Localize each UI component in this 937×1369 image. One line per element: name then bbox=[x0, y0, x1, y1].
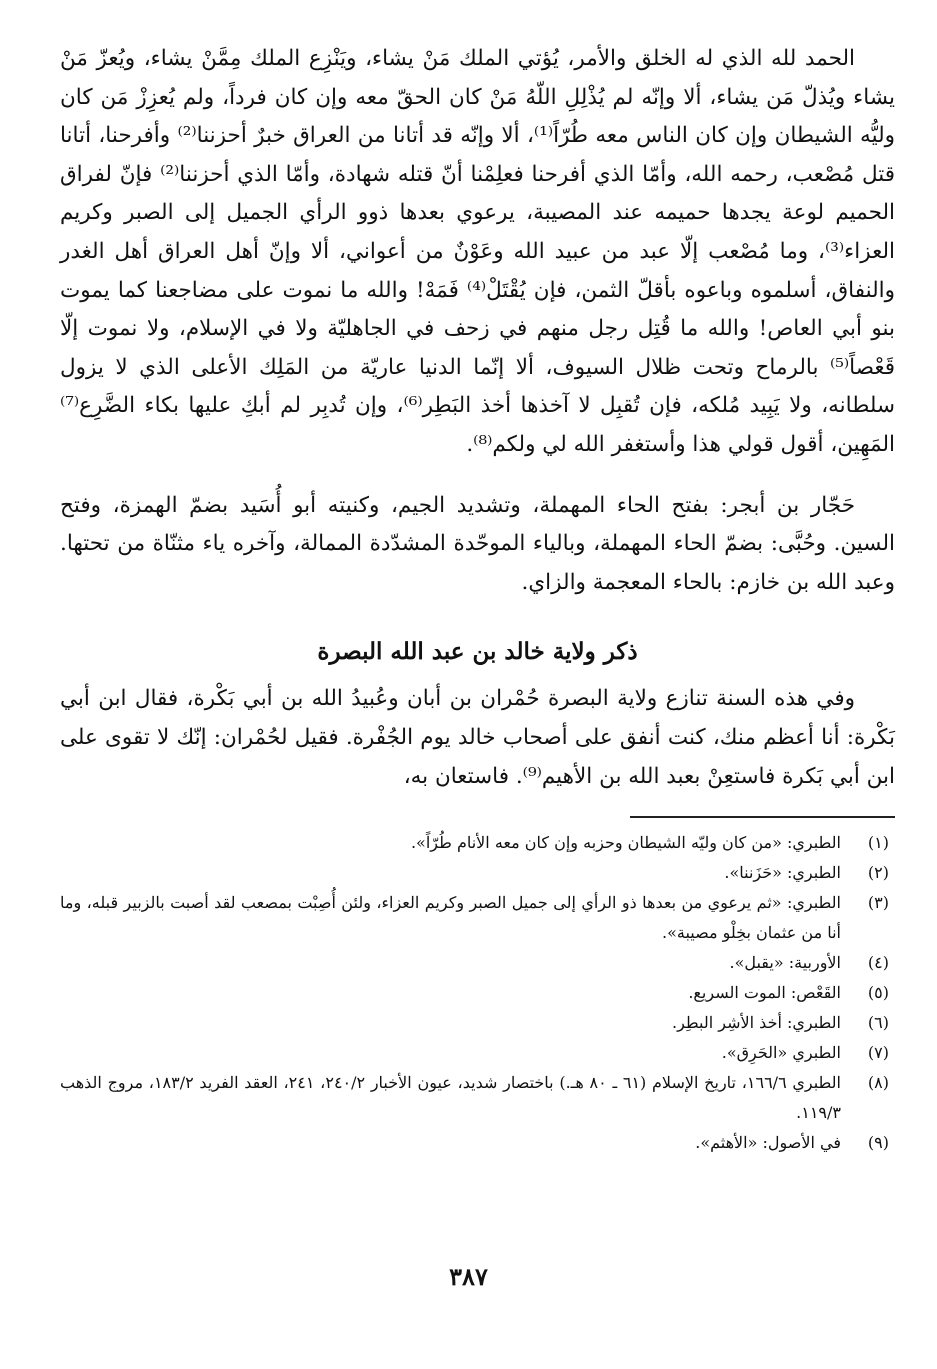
footnote-text: الأوربية: «يقبل». bbox=[729, 953, 841, 973]
footnote-number: (١) bbox=[867, 833, 889, 853]
footnote-text: الطبري: أخذ الأشِر البطِر. bbox=[672, 1013, 841, 1033]
page-number: ٣٨٧ bbox=[449, 1262, 488, 1291]
footnote-text: الطبري: «حَزَننا». bbox=[724, 863, 841, 883]
main-text bbox=[60, 40, 895, 602]
footnotes bbox=[60, 828, 895, 1158]
footnote-number: (٧) bbox=[867, 1043, 889, 1063]
section-paragraph: وفي هذه السنة تنازع ولاية البصرة حُمْران بن أبان وعُبيدُ الله بن أبي بَكْرة، فقال ابن أبي بَكْرة: أنا أعظم منك، كنت أنفق على أصحاب خالد يوم الجُفْرة. فقيل لحُمْران: إنّك لا تقوى على ابن أبي بَكرة فاستعِنْ بعبد الله بن الأهيم⁽⁹⁾. فاستعان به، bbox=[60, 686, 895, 789]
footnote-7 bbox=[60, 1038, 895, 1068]
footnote-divider bbox=[630, 816, 895, 818]
footnote-2 bbox=[60, 858, 895, 888]
footnote-number: (٤) bbox=[867, 953, 889, 973]
footnote-number: (٩) bbox=[867, 1133, 889, 1153]
footnote-1 bbox=[60, 828, 895, 858]
footnote-number: (٦) bbox=[867, 1013, 889, 1033]
book-page bbox=[60, 40, 895, 1158]
footnote-number: (٨) bbox=[867, 1073, 889, 1093]
footnote-number: (٢) bbox=[867, 863, 889, 883]
footnote-6 bbox=[60, 1008, 895, 1038]
footnote-text: الطبري «الحَرِق». bbox=[721, 1043, 841, 1063]
speech-paragraph: الحمد لله الذي له الخلق والأمر، يُؤتي الملك مَنْ يشاء، ويَنْزِع الملك مِمَّنْ يشاء، ويُعزّ مَنْ يشاء ويُذلّ مَن يشاء، ألا وإنّه لم يُذْلِلِ اللّهُ مَنْ كان الحقّ معه وإن كان فرداً، ولم يُعزِزْ مَن كان وليُّه الشيطان وإن كان الناس معه طُرّاً⁽¹⁾، ألا وإنّه قد أتانا من العراق خبرٌ أحزننا⁽²⁾ وأفرحنا، أتانا قتل مُصْعب، رحمه الله، وأمّا الذي أفرحنا فعلِمْنا أنّ قتله شهادة، وأمّا الذي أحزننا⁽²⁾ فإنّ لفراق الحميم لوعة يجدها حميمه عند المصيبة، يرعوي بعدها ذوو الرأي الجميل إلى الصبر وكريم العزاء⁽³⁾، وما مُصْعب إلّا عبد من عبيد الله وعَوْنٌ من أعواني، ألا وإنّ أهل العراق أهل الغدر والنفاق، أسلموه وباعوه بأقلّ الثمن، فإن يُقْتَلْ⁽⁴⁾ فَمَهْ! والله ما نموت على مضاجعنا كما يموت بنو أبي العاص! والله ما قُتِل رجل منهم في زحف في الجاهليّة ولا في الإسلام، ولا نموت إلّا قَعْصاً⁽⁵⁾ بالرماح وتحت ظلال السيوف، ألا إنّما الدنيا عاريّة من المَلِك الأعلى الذي لا يزول سلطانه، ولا يَبِيد مُلكه، فإن تُقبِل لا آخذها أخذ البَطِر⁽⁶⁾، وإن تُدبِر لم أبكِ عليها بكاء الضَّرِع⁽⁷⁾ المَهِين، أقول قولي هذا وأستغفر الله لي ولكم⁽⁸⁾. bbox=[60, 46, 896, 457]
footnote-text: الطبري: «من كان وليّه الشيطان وحزبه وإن كان معه الأنام طُرّاً». bbox=[410, 833, 841, 853]
footnote-number: (٥) bbox=[867, 983, 889, 1003]
footnote-9 bbox=[60, 1128, 895, 1158]
footnote-3 bbox=[60, 888, 895, 948]
footnote-text: الطبري: «ثم يرعوي من بعدها ذو الرأي إلى جميل الصبر وكريم العزاء، ولئن أُصِبْت بمصعب لقد أصبت بالزبير قبله، وما أنا من عثمان بخِلْو مصيبة». bbox=[60, 893, 842, 943]
footnote-text: في الأصول: «الأهثم». bbox=[695, 1133, 841, 1153]
section-title: ذكر ولاية خالد بن عبد الله البصرة bbox=[317, 638, 638, 666]
footnote-4 bbox=[60, 948, 895, 978]
footnote-number: (٣) bbox=[867, 893, 889, 913]
names-note-paragraph: حَجّار بن أبجر: بفتح الحاء المهملة، وتشديد الجيم، وكنيته أبو أُسَيد بضمّ الهمزة، وفتح السين. وحُبَّى: بضمّ الحاء المهملة، وبالياء الموحّدة المشدّدة الممالة، وآخره ياء مثنّاة من تحتها. وعبد الله بن خازم: بالحاء المعجمة والزاي. bbox=[60, 492, 895, 595]
section-khalid-governorship bbox=[60, 632, 895, 796]
footnote-text: الطبري ١٦٦/٦، تاريخ الإسلام (٦١ ـ ٨٠ هـ.) باختصار شديد، عيون الأخبار ٢٤٠/٢، ٢٤١، العقد الفريد ١٨٣/٢، مروج الذهب ١١٩/٣. bbox=[60, 1073, 842, 1123]
footnote-text: القَعْص: الموت السريع. bbox=[688, 983, 841, 1003]
footnote-5 bbox=[60, 978, 895, 1008]
footnote-8 bbox=[60, 1068, 895, 1128]
